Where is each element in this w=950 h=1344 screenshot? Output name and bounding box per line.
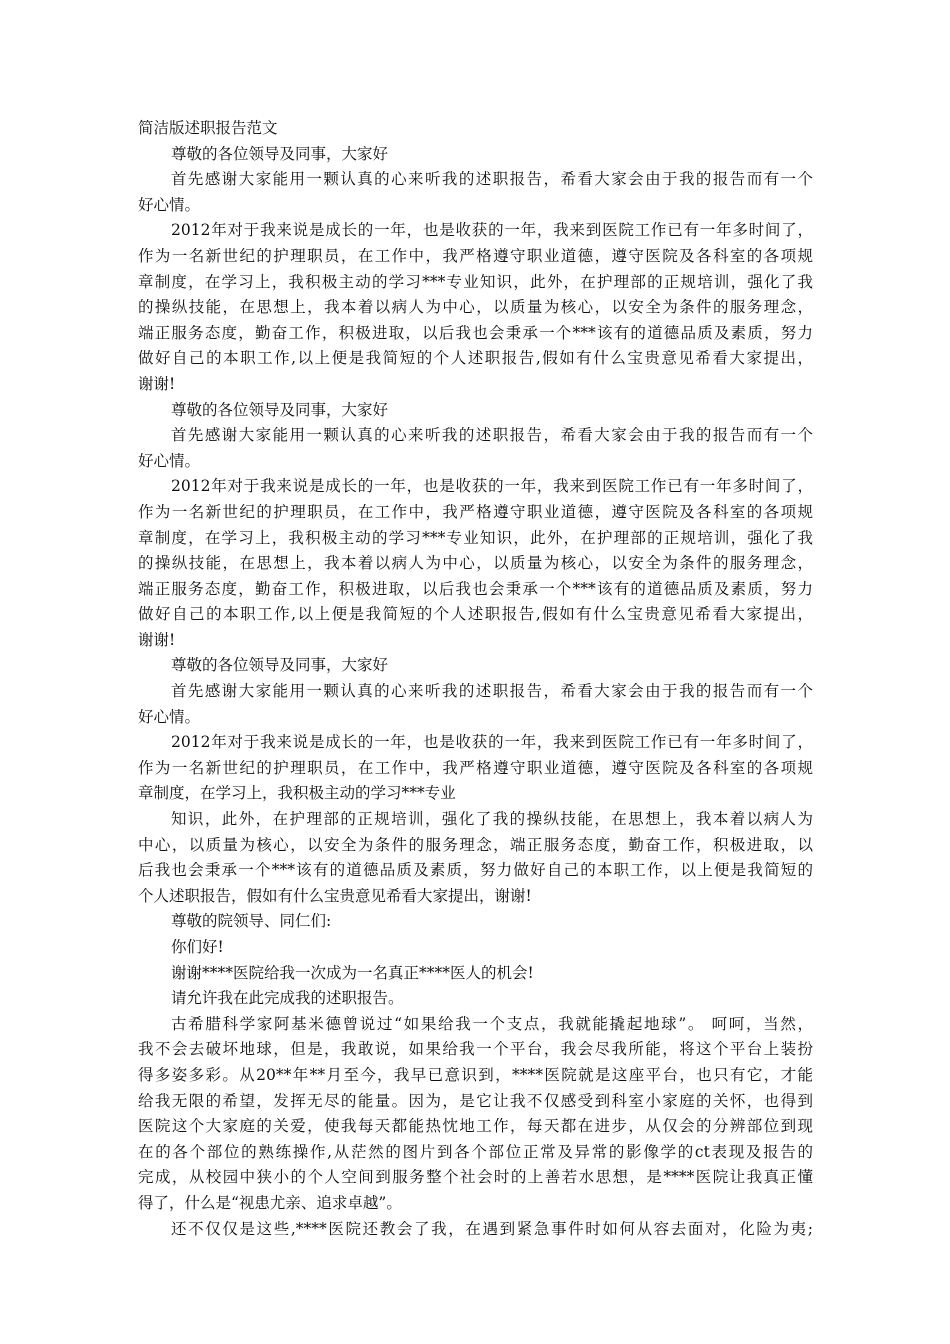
text-line: 尊敬的各位领导及同事，大家好	[171, 400, 389, 419]
text-line: 作为一名新世纪的护理职员，在工作中，我严格遵守职业道德，遵守医院及各科室的各项规	[138, 246, 813, 265]
text-line: 请允许我在此完成我的述职报告。	[171, 989, 404, 1008]
text-line: 好心情。	[138, 707, 201, 726]
text-line: 好心情。	[138, 451, 201, 470]
text-line: 医院这个大家庭的关爱，使我每天都能热忱地工作，每天都在进步，从仅会的分辨部位到现	[138, 1117, 813, 1136]
text-line: 首先感谢大家能用一颗认真的心来听我的述职报告，希看大家会由于我的报告而有一个	[171, 426, 813, 445]
text-line: 谢谢!	[138, 374, 176, 393]
text-line: 的操纵技能，在思想上，我本着以病人为中心，以质量为核心，以安全为条件的服务理念，	[138, 298, 813, 317]
text-line: 我不会去破坏地球，但是，我敢说，如果给我一个平台，我会尽我所能，将这个平台上装扮	[138, 1040, 813, 1059]
text-line: 谢谢!	[138, 630, 176, 649]
text-line: 得多姿多彩。从20**年**月至今，我早已意识到，****医院就是这座平台，也只有它，才能	[138, 1065, 813, 1084]
text-line: 知识，此外，在护理部的正规培训，强化了我的操纵技能，在思想上，我本着以病人为	[171, 810, 813, 829]
text-line: 作为一名新世纪的护理职员，在工作中，我严格遵守职业道德，遵守医院及各科室的各项规	[138, 502, 813, 521]
text-line: 你们好!	[171, 938, 224, 956]
document-title: 简洁版述职报告范文	[138, 119, 278, 137]
text-line: 首先感谢大家能用一颗认真的心来听我的述职报告，希看大家会由于我的报告而有一个	[171, 170, 813, 189]
text-line: 后我也会秉承一个***该有的道德品质及素质，努力做好自己的本职工作，以上便是我简短的	[138, 861, 813, 880]
text-line: 尊敬的各位领导及同事，大家好	[171, 144, 389, 163]
text-line: 在的各个部位的熟练操作,从茫然的图片到各个部位正常及异常的影像学的ct表现及报告的	[138, 1142, 813, 1161]
text-line: 2012年对于我来说是成长的一年，也是收获的一年，我来到医院工作已有一年多时间了，	[171, 477, 813, 496]
text-line: 谢谢****医院给我一次成为一名真正****医人的机会!	[171, 963, 534, 982]
text-line: 完成，从校园中狭小的个人空间到服务整个社会时的上善若水思想，是****医院让我真正懂	[138, 1168, 813, 1187]
text-line: 个人述职报告，假如有什么宝贵意见希看大家提出，谢谢!	[138, 886, 532, 905]
document-page	[138, 116, 813, 1242]
text-line: 章制度，在学习上，我积极主动的学习***专业知识，此外，在护理部的正规培训，强化了我	[138, 528, 813, 547]
document-body	[138, 142, 813, 1243]
text-line: 做好自己的本职工作,以上便是我简短的个人述职报告,假如有什么宝贵意见希看大家提出，	[138, 605, 813, 624]
text-line: 给我无限的希望，发挥无尽的能量。因为，是它让我不仅感受到科室小家庭的关怀，也得到	[138, 1091, 813, 1110]
text-line: 端正服务态度，勤奋工作，积极进取，以后我也会秉承一个***该有的道德品质及素质，努力	[138, 323, 813, 342]
text-line: 好心情。	[138, 195, 201, 214]
text-line: 章制度，在学习上，我积极主动的学习***专业知识，此外，在护理部的正规培训，强化了我	[138, 272, 813, 291]
text-line: 尊敬的各位领导及同事，大家好	[171, 656, 389, 675]
text-line: 端正服务态度，勤奋工作，积极进取，以后我也会秉承一个***该有的道德品质及素质，努力	[138, 579, 813, 598]
text-line: 尊敬的院领导、同仁们:	[171, 912, 332, 931]
text-line: 还不仅仅是这些,****医院还教会了我，在遇到紧急事件时如何从容去面对，化险为夷;	[171, 1219, 813, 1238]
text-line: 古希腊科学家阿基米德曾说过“如果给我一个支点，我就能撬起地球”。 呵呵，当然，	[171, 1014, 813, 1033]
text-line: 2012年对于我来说是成长的一年，也是收获的一年，我来到医院工作已有一年多时间了，	[171, 733, 813, 752]
text-line: 的操纵技能，在思想上，我本着以病人为中心，以质量为核心，以安全为条件的服务理念，	[138, 554, 813, 573]
text-line: 做好自己的本职工作,以上便是我简短的个人述职报告,假如有什么宝贵意见希看大家提出，	[138, 349, 813, 368]
text-line: 章制度，在学习上，我积极主动的学习***专业	[138, 784, 456, 803]
text-line: 首先感谢大家能用一颗认真的心来听我的述职报告，希看大家会由于我的报告而有一个	[171, 682, 813, 701]
text-line: 得了，什么是“视患尤亲、追求卓越”。	[138, 1193, 402, 1212]
text-line: 2012年对于我来说是成长的一年，也是收获的一年，我来到医院工作已有一年多时间了，	[171, 221, 813, 240]
text-line: 作为一名新世纪的护理职员，在工作中，我严格遵守职业道德，遵守医院及各科室的各项规	[138, 758, 813, 777]
text-line: 中心，以质量为核心，以安全为条件的服务理念，端正服务态度，勤奋工作，积极进取，以	[138, 835, 813, 854]
